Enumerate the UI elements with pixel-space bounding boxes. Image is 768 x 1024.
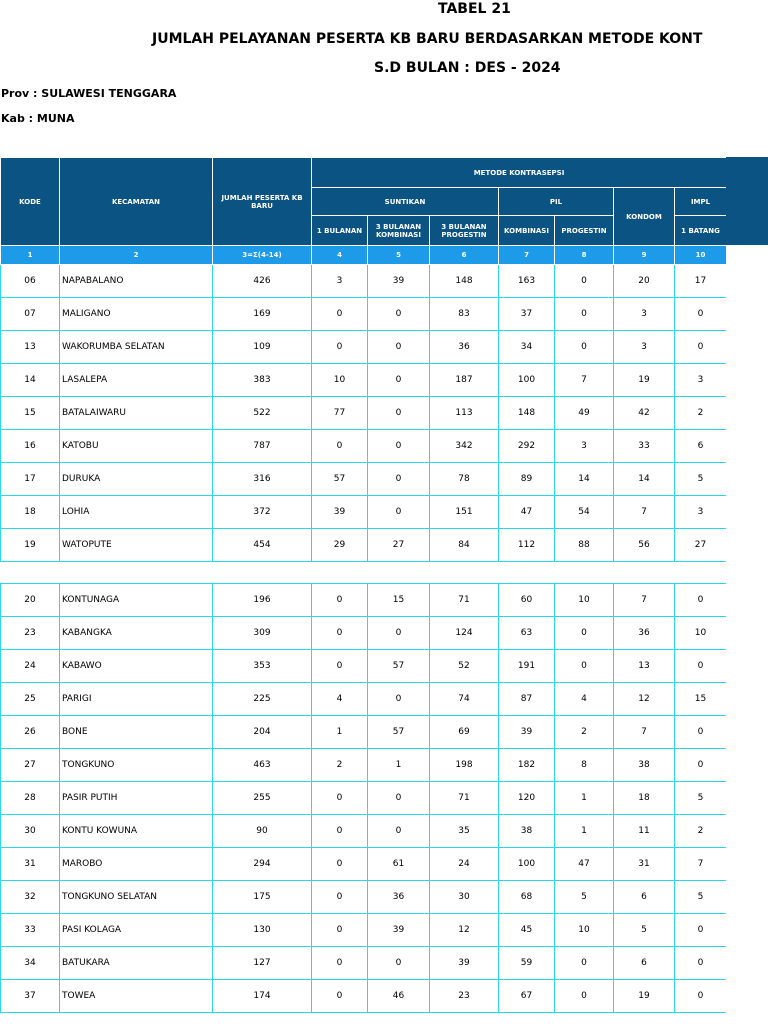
cell-value: 2: [675, 815, 727, 848]
cell-kecamatan: BATALAIWARU: [60, 397, 213, 430]
cell-value: 522: [213, 397, 312, 430]
data-table-container[interactable]: [0, 157, 726, 1013]
cell-value: 78: [430, 463, 499, 496]
cell-value: 12: [614, 683, 675, 716]
cell-value: 39: [368, 265, 430, 298]
cell-value: 87: [499, 683, 555, 716]
cell-value: 1: [368, 749, 430, 782]
cell-value: 10: [312, 364, 368, 397]
cell-value: 0: [675, 331, 727, 364]
cell-kode: 19: [1, 529, 60, 562]
cell-kecamatan: PASIR PUTIH: [60, 782, 213, 815]
cell-kecamatan: WAKORUMBA SELATAN: [60, 331, 213, 364]
cell-value: 30: [430, 881, 499, 914]
cell-value: 77: [312, 397, 368, 430]
cell-kecamatan: PARIGI: [60, 683, 213, 716]
cell-value: 372: [213, 496, 312, 529]
cell-kecamatan: KABAWO: [60, 650, 213, 683]
cell-value: 38: [614, 749, 675, 782]
cell-value: 59: [499, 947, 555, 980]
table-row: [1, 848, 727, 881]
cell-value: 71: [430, 584, 499, 617]
cell-kecamatan: PASI KOLAGA: [60, 914, 213, 947]
cell-value: 0: [555, 298, 614, 331]
cell-value: 0: [555, 331, 614, 364]
cell-value: 0: [675, 749, 727, 782]
cell-kecamatan: TONGKUNO SELATAN: [60, 881, 213, 914]
table-row: [1, 298, 727, 331]
cell-value: 3: [312, 265, 368, 298]
cell-kecamatan: KATOBU: [60, 430, 213, 463]
cell-value: 27: [675, 529, 727, 562]
cell-kecamatan: MAROBO: [60, 848, 213, 881]
cell-kode: 14: [1, 364, 60, 397]
table-row: [1, 749, 727, 782]
cell-value: 61: [368, 848, 430, 881]
cell-value: 33: [614, 430, 675, 463]
cell-value: 294: [213, 848, 312, 881]
cell-value: 39: [368, 914, 430, 947]
cell-value: 35: [430, 815, 499, 848]
cell-kode: 23: [1, 617, 60, 650]
cell-value: 71: [430, 782, 499, 815]
cell-value: 2: [312, 749, 368, 782]
cell-value: 7: [555, 364, 614, 397]
cell-value: 109: [213, 331, 312, 364]
cell-kode: 28: [1, 782, 60, 815]
cell-value: 14: [614, 463, 675, 496]
cell-value: 52: [430, 650, 499, 683]
cell-kode: 31: [1, 848, 60, 881]
cell-kode: 18: [1, 496, 60, 529]
cell-value: 130: [213, 914, 312, 947]
cell-kecamatan: BONE: [60, 716, 213, 749]
table-body: [1, 265, 727, 1013]
row-spacer: [1, 562, 727, 584]
header-pil: PIL: [499, 188, 614, 216]
cell-value: 383: [213, 364, 312, 397]
cell-value: 0: [368, 364, 430, 397]
cell-value: 353: [213, 650, 312, 683]
cell-value: 39: [430, 947, 499, 980]
table-row: [1, 496, 727, 529]
cell-kecamatan: BATUKARA: [60, 947, 213, 980]
cell-value: 255: [213, 782, 312, 815]
cell-value: 7: [614, 496, 675, 529]
cell-value: 0: [368, 683, 430, 716]
header-kode: KODE: [1, 158, 60, 246]
cell-kode: 06: [1, 265, 60, 298]
header-kecamatan: KECAMATAN: [60, 158, 213, 246]
cell-kode: 13: [1, 331, 60, 364]
header-suntikan: SUNTIKAN: [312, 188, 499, 216]
cell-value: 8: [555, 749, 614, 782]
cell-value: 20: [614, 265, 675, 298]
table-row: [1, 463, 727, 496]
cell-value: 90: [213, 815, 312, 848]
cell-value: 426: [213, 265, 312, 298]
cell-value: 39: [499, 716, 555, 749]
col-number: 3=Σ(4-14): [213, 246, 312, 265]
regency-label: Kab : MUNA: [1, 112, 75, 125]
table-number: TABEL 21: [438, 1, 511, 17]
cell-value: 5: [675, 463, 727, 496]
cell-value: 18: [614, 782, 675, 815]
cell-value: 5: [614, 914, 675, 947]
header-overflow-bar: [726, 157, 768, 245]
cell-value: 0: [368, 430, 430, 463]
cell-value: 174: [213, 980, 312, 1013]
cell-kecamatan: LOHIA: [60, 496, 213, 529]
cell-value: 169: [213, 298, 312, 331]
cell-value: 3: [614, 298, 675, 331]
cell-kode: 15: [1, 397, 60, 430]
header-3-bulanan-progestin: 3 BULANAN PROGESTIN: [430, 216, 499, 246]
table-row: [1, 529, 727, 562]
kb-table: [0, 157, 726, 1013]
table-row: [1, 331, 727, 364]
cell-value: 787: [213, 430, 312, 463]
cell-value: 83: [430, 298, 499, 331]
cell-value: 112: [499, 529, 555, 562]
cell-value: 0: [675, 947, 727, 980]
cell-value: 7: [614, 584, 675, 617]
cell-value: 12: [430, 914, 499, 947]
cell-kecamatan: TONGKUNO: [60, 749, 213, 782]
cell-value: 0: [368, 298, 430, 331]
cell-value: 17: [675, 265, 727, 298]
cell-value: 196: [213, 584, 312, 617]
cell-value: 0: [312, 947, 368, 980]
cell-kecamatan: NAPABALANO: [60, 265, 213, 298]
cell-value: 100: [499, 364, 555, 397]
period-label: S.D BULAN : DES - 2024: [374, 60, 561, 76]
cell-value: 88: [555, 529, 614, 562]
cell-value: 127: [213, 947, 312, 980]
cell-value: 1: [312, 716, 368, 749]
cell-value: 89: [499, 463, 555, 496]
cell-value: 2: [675, 397, 727, 430]
cell-value: 19: [614, 364, 675, 397]
cell-value: 54: [555, 496, 614, 529]
table-row: [1, 650, 727, 683]
cell-value: 463: [213, 749, 312, 782]
cell-value: 0: [555, 947, 614, 980]
cell-value: 57: [368, 716, 430, 749]
cell-value: 148: [499, 397, 555, 430]
table-row: [1, 584, 727, 617]
table-row: [1, 683, 727, 716]
cell-value: 0: [675, 980, 727, 1013]
cell-value: 19: [614, 980, 675, 1013]
cell-value: 187: [430, 364, 499, 397]
cell-value: 0: [368, 782, 430, 815]
cell-value: 67: [499, 980, 555, 1013]
cell-value: 0: [312, 584, 368, 617]
cell-value: 3: [675, 364, 727, 397]
cell-value: 292: [499, 430, 555, 463]
cell-value: 0: [675, 914, 727, 947]
cell-value: 3: [555, 430, 614, 463]
table-row: [1, 397, 727, 430]
cell-value: 198: [430, 749, 499, 782]
cell-value: 39: [312, 496, 368, 529]
table-row: [1, 782, 727, 815]
cell-value: 6: [614, 881, 675, 914]
cell-kode: 26: [1, 716, 60, 749]
cell-value: 0: [312, 815, 368, 848]
cell-value: 1: [555, 815, 614, 848]
cell-kode: 25: [1, 683, 60, 716]
cell-value: 46: [368, 980, 430, 1013]
col-number: 1: [1, 246, 60, 265]
cell-value: 0: [675, 716, 727, 749]
cell-value: 27: [368, 529, 430, 562]
cell-value: 34: [499, 331, 555, 364]
cell-value: 0: [555, 617, 614, 650]
cell-value: 0: [368, 947, 430, 980]
cell-kecamatan: LASALEPA: [60, 364, 213, 397]
cell-value: 1: [555, 782, 614, 815]
cell-value: 0: [675, 584, 727, 617]
cell-value: 0: [675, 298, 727, 331]
cell-value: 0: [312, 914, 368, 947]
col-number: 10: [675, 246, 727, 265]
cell-value: 6: [675, 430, 727, 463]
cell-value: 63: [499, 617, 555, 650]
cell-kode: 33: [1, 914, 60, 947]
cell-kode: 27: [1, 749, 60, 782]
cell-value: 3: [675, 496, 727, 529]
cell-value: 100: [499, 848, 555, 881]
cell-value: 163: [499, 265, 555, 298]
cell-value: 68: [499, 881, 555, 914]
cell-value: 10: [555, 914, 614, 947]
header-1-batang: 1 BATANG: [675, 216, 727, 246]
cell-value: 204: [213, 716, 312, 749]
cell-value: 6: [614, 947, 675, 980]
col-number: 6: [430, 246, 499, 265]
cell-value: 182: [499, 749, 555, 782]
table-row: [1, 881, 727, 914]
cell-value: 4: [555, 683, 614, 716]
cell-value: 0: [368, 496, 430, 529]
cell-value: 23: [430, 980, 499, 1013]
cell-value: 37: [499, 298, 555, 331]
cell-value: 316: [213, 463, 312, 496]
cell-value: 5: [555, 881, 614, 914]
cell-value: 42: [614, 397, 675, 430]
cell-value: 0: [312, 617, 368, 650]
cell-value: 0: [675, 650, 727, 683]
cell-value: 5: [675, 782, 727, 815]
cell-value: 7: [675, 848, 727, 881]
cell-value: 47: [555, 848, 614, 881]
cell-value: 0: [312, 430, 368, 463]
table-row: [1, 265, 727, 298]
cell-value: 15: [675, 683, 727, 716]
cell-value: 0: [312, 331, 368, 364]
cell-value: 2: [555, 716, 614, 749]
cell-value: 0: [368, 815, 430, 848]
cell-value: 0: [312, 848, 368, 881]
cell-value: 0: [312, 881, 368, 914]
cell-value: 15: [368, 584, 430, 617]
cell-kode: 34: [1, 947, 60, 980]
cell-value: 0: [555, 650, 614, 683]
cell-value: 0: [368, 463, 430, 496]
cell-value: 0: [368, 331, 430, 364]
header-jumlah: JUMLAH PESERTA KB BARU: [213, 158, 312, 246]
table-title: JUMLAH PELAYANAN PESERTA KB BARU BERDASARKAN METODE KONT: [152, 31, 703, 47]
cell-value: 0: [312, 650, 368, 683]
col-number: 7: [499, 246, 555, 265]
cell-value: 0: [368, 617, 430, 650]
cell-value: 124: [430, 617, 499, 650]
cell-kode: 17: [1, 463, 60, 496]
cell-value: 0: [555, 265, 614, 298]
cell-value: 11: [614, 815, 675, 848]
cell-value: 175: [213, 881, 312, 914]
col-number: 5: [368, 246, 430, 265]
cell-value: 3: [614, 331, 675, 364]
cell-value: 38: [499, 815, 555, 848]
cell-kode: 32: [1, 881, 60, 914]
table-row: [1, 430, 727, 463]
cell-value: 49: [555, 397, 614, 430]
cell-value: 84: [430, 529, 499, 562]
header-impl: IMPL: [675, 188, 727, 216]
table-row: [1, 947, 727, 980]
cell-value: 309: [213, 617, 312, 650]
table-row: [1, 815, 727, 848]
cell-kecamatan: KONTU KOWUNA: [60, 815, 213, 848]
cell-value: 36: [614, 617, 675, 650]
cell-kode: 16: [1, 430, 60, 463]
header-kondom: KONDOM: [614, 188, 675, 246]
cell-value: 0: [312, 782, 368, 815]
cell-value: 57: [368, 650, 430, 683]
cell-kode: 24: [1, 650, 60, 683]
cell-value: 0: [312, 980, 368, 1013]
cell-value: 10: [675, 617, 727, 650]
header-pil-kombinasi: KOMBINASI: [499, 216, 555, 246]
cell-value: 120: [499, 782, 555, 815]
cell-value: 0: [368, 397, 430, 430]
cell-value: 14: [555, 463, 614, 496]
cell-kecamatan: DURUKA: [60, 463, 213, 496]
province-label: Prov : SULAWESI TENGGARA: [1, 87, 177, 100]
cell-kode: 37: [1, 980, 60, 1013]
cell-kecamatan: MALIGANO: [60, 298, 213, 331]
cell-kecamatan: TOWEA: [60, 980, 213, 1013]
cell-value: 47: [499, 496, 555, 529]
cell-value: 36: [430, 331, 499, 364]
cell-value: 454: [213, 529, 312, 562]
col-number: 2: [60, 246, 213, 265]
cell-value: 69: [430, 716, 499, 749]
cell-value: 0: [312, 298, 368, 331]
cell-value: 191: [499, 650, 555, 683]
cell-value: 13: [614, 650, 675, 683]
cell-value: 24: [430, 848, 499, 881]
table-row: [1, 980, 727, 1013]
cell-value: 31: [614, 848, 675, 881]
cell-kode: 30: [1, 815, 60, 848]
cell-kode: 07: [1, 298, 60, 331]
cell-value: 57: [312, 463, 368, 496]
header-3-bulanan-kombinasi: 3 BULANAN KOMBINASI: [368, 216, 430, 246]
table-row: [1, 617, 727, 650]
cell-value: 151: [430, 496, 499, 529]
cell-kecamatan: WATOPUTE: [60, 529, 213, 562]
header-pil-progestin: PROGESTIN: [555, 216, 614, 246]
cell-value: 0: [555, 980, 614, 1013]
cell-value: 29: [312, 529, 368, 562]
table-row: [1, 364, 727, 397]
cell-value: 36: [368, 881, 430, 914]
header-1-bulanan: 1 BULANAN: [312, 216, 368, 246]
cell-kecamatan: KABANGKA: [60, 617, 213, 650]
cell-value: 7: [614, 716, 675, 749]
col-number: 8: [555, 246, 614, 265]
cell-value: 4: [312, 683, 368, 716]
cell-value: 148: [430, 265, 499, 298]
cell-value: 225: [213, 683, 312, 716]
cell-kecamatan: KONTUNAGA: [60, 584, 213, 617]
cell-value: 45: [499, 914, 555, 947]
cell-value: 113: [430, 397, 499, 430]
table-row: [1, 914, 727, 947]
col-number: 9: [614, 246, 675, 265]
cell-value: 56: [614, 529, 675, 562]
col-number: 4: [312, 246, 368, 265]
table-row: [1, 716, 727, 749]
cell-kode: 20: [1, 584, 60, 617]
cell-value: 10: [555, 584, 614, 617]
cell-value: 342: [430, 430, 499, 463]
cell-value: 74: [430, 683, 499, 716]
header-metode: METODE KONTRASEPSI: [312, 158, 727, 188]
cell-value: 60: [499, 584, 555, 617]
cell-value: 5: [675, 881, 727, 914]
spacer-cell: [1, 562, 727, 584]
